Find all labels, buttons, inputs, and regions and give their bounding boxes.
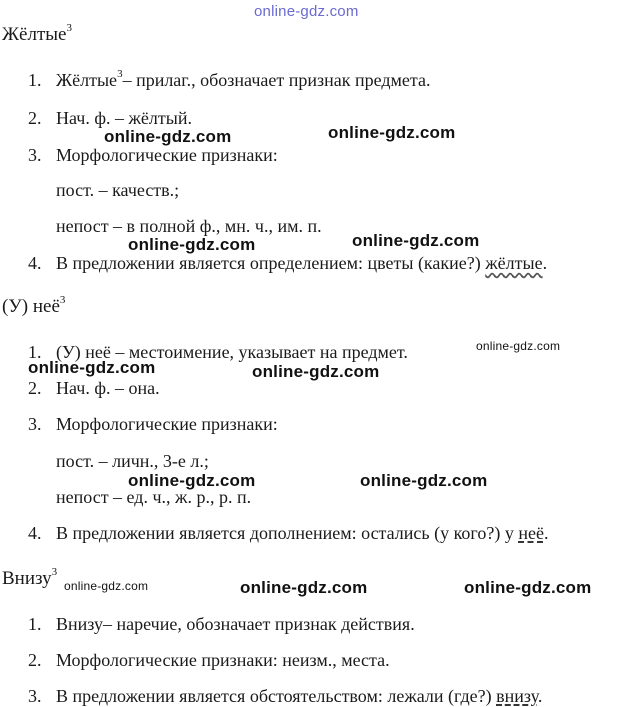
- item-end: .: [543, 523, 549, 543]
- item-number: 1.: [28, 614, 42, 634]
- list-item: [28, 414, 278, 435]
- watermark: online-gdz.com: [328, 123, 456, 142]
- heading-sup: 3: [51, 566, 58, 578]
- list-item: [28, 70, 430, 91]
- heading-sup: 3: [59, 294, 66, 306]
- item-text: (У) неё – местоимение, указывает на предмет.: [56, 342, 408, 362]
- item-number: 4.: [28, 523, 42, 543]
- item-number: 3.: [28, 145, 42, 165]
- item-sup: 3: [117, 68, 123, 80]
- item-end: .: [537, 686, 543, 706]
- watermark: online-gdz.com: [476, 339, 561, 353]
- item-text: В предложении является определением: цветы (какие?): [56, 253, 486, 273]
- item-number: 2.: [28, 108, 42, 128]
- section-heading-zheltye: [2, 24, 72, 46]
- morph-permanent: пост. – качеств.;: [56, 180, 180, 200]
- morph-nonpermanent: непост – в полной ф., мн. ч., им. п.: [56, 216, 322, 236]
- watermark: online-gdz.com: [64, 579, 149, 593]
- underlined-word: внизу: [496, 686, 538, 706]
- watermark: online-gdz.com: [104, 127, 232, 146]
- watermark: online-gdz.com: [128, 471, 256, 490]
- item-text: Нач. ф. – она.: [56, 378, 160, 398]
- item-number: 3.: [28, 686, 42, 706]
- watermark: online-gdz.com: [252, 362, 380, 381]
- section-heading-vnizu: [2, 568, 57, 590]
- item-number: 2.: [28, 650, 42, 670]
- watermark: online-gdz.com: [360, 471, 488, 490]
- item-text: Жёлтые: [56, 70, 118, 90]
- item-number: 1.: [28, 342, 42, 362]
- item-number: 3.: [28, 414, 42, 434]
- list-item: [28, 614, 415, 635]
- item-text: Нач. ф. – жёлтый.: [56, 108, 192, 128]
- item-text: В предложении является дополнением: остались (у кого?) у: [56, 523, 519, 543]
- list-item: [28, 650, 390, 671]
- watermark: online-gdz.com: [128, 235, 256, 254]
- list-item: [28, 523, 548, 544]
- heading-sup: 3: [66, 22, 72, 34]
- item-number: 2.: [28, 378, 42, 398]
- watermark: online-gdz.com: [352, 231, 480, 250]
- watermark: online-gdz.com: [254, 3, 359, 20]
- item-text: Внизу– наречие, обозначает признак действия.: [56, 614, 415, 634]
- underlined-word: неё: [518, 523, 544, 543]
- underlined-word: жёлтые: [485, 253, 543, 273]
- list-item: [28, 378, 160, 399]
- item-end: .: [542, 253, 548, 273]
- heading-text: Внизу: [2, 568, 52, 589]
- list-item: [28, 145, 278, 166]
- heading-text: (У) неё: [2, 296, 60, 317]
- morph-permanent: пост. – личн., 3-е л.;: [56, 451, 209, 471]
- item-text-rest: – прилаг., обозначает признак предмета.: [122, 70, 431, 90]
- item-text: В предложении является обстоятельством: лежали (где?): [56, 686, 497, 706]
- morph-nonpermanent: непост – ед. ч., ж. р., р. п.: [56, 487, 252, 507]
- heading-text: Жёлтые: [2, 24, 67, 45]
- item-text: Морфологические признаки:: [56, 145, 278, 165]
- list-item: [28, 253, 547, 274]
- item-text: Морфологические признаки: неизм., места.: [56, 650, 390, 670]
- list-item: [28, 108, 192, 129]
- item-number: 4.: [28, 253, 42, 273]
- list-item: [28, 686, 542, 707]
- watermark: online-gdz.com: [464, 578, 592, 597]
- section-heading-nee: [2, 296, 65, 318]
- item-number: 1.: [28, 70, 42, 90]
- watermark: online-gdz.com: [28, 358, 156, 377]
- item-text: Морфологические признаки:: [56, 414, 278, 434]
- watermark: online-gdz.com: [240, 578, 368, 597]
